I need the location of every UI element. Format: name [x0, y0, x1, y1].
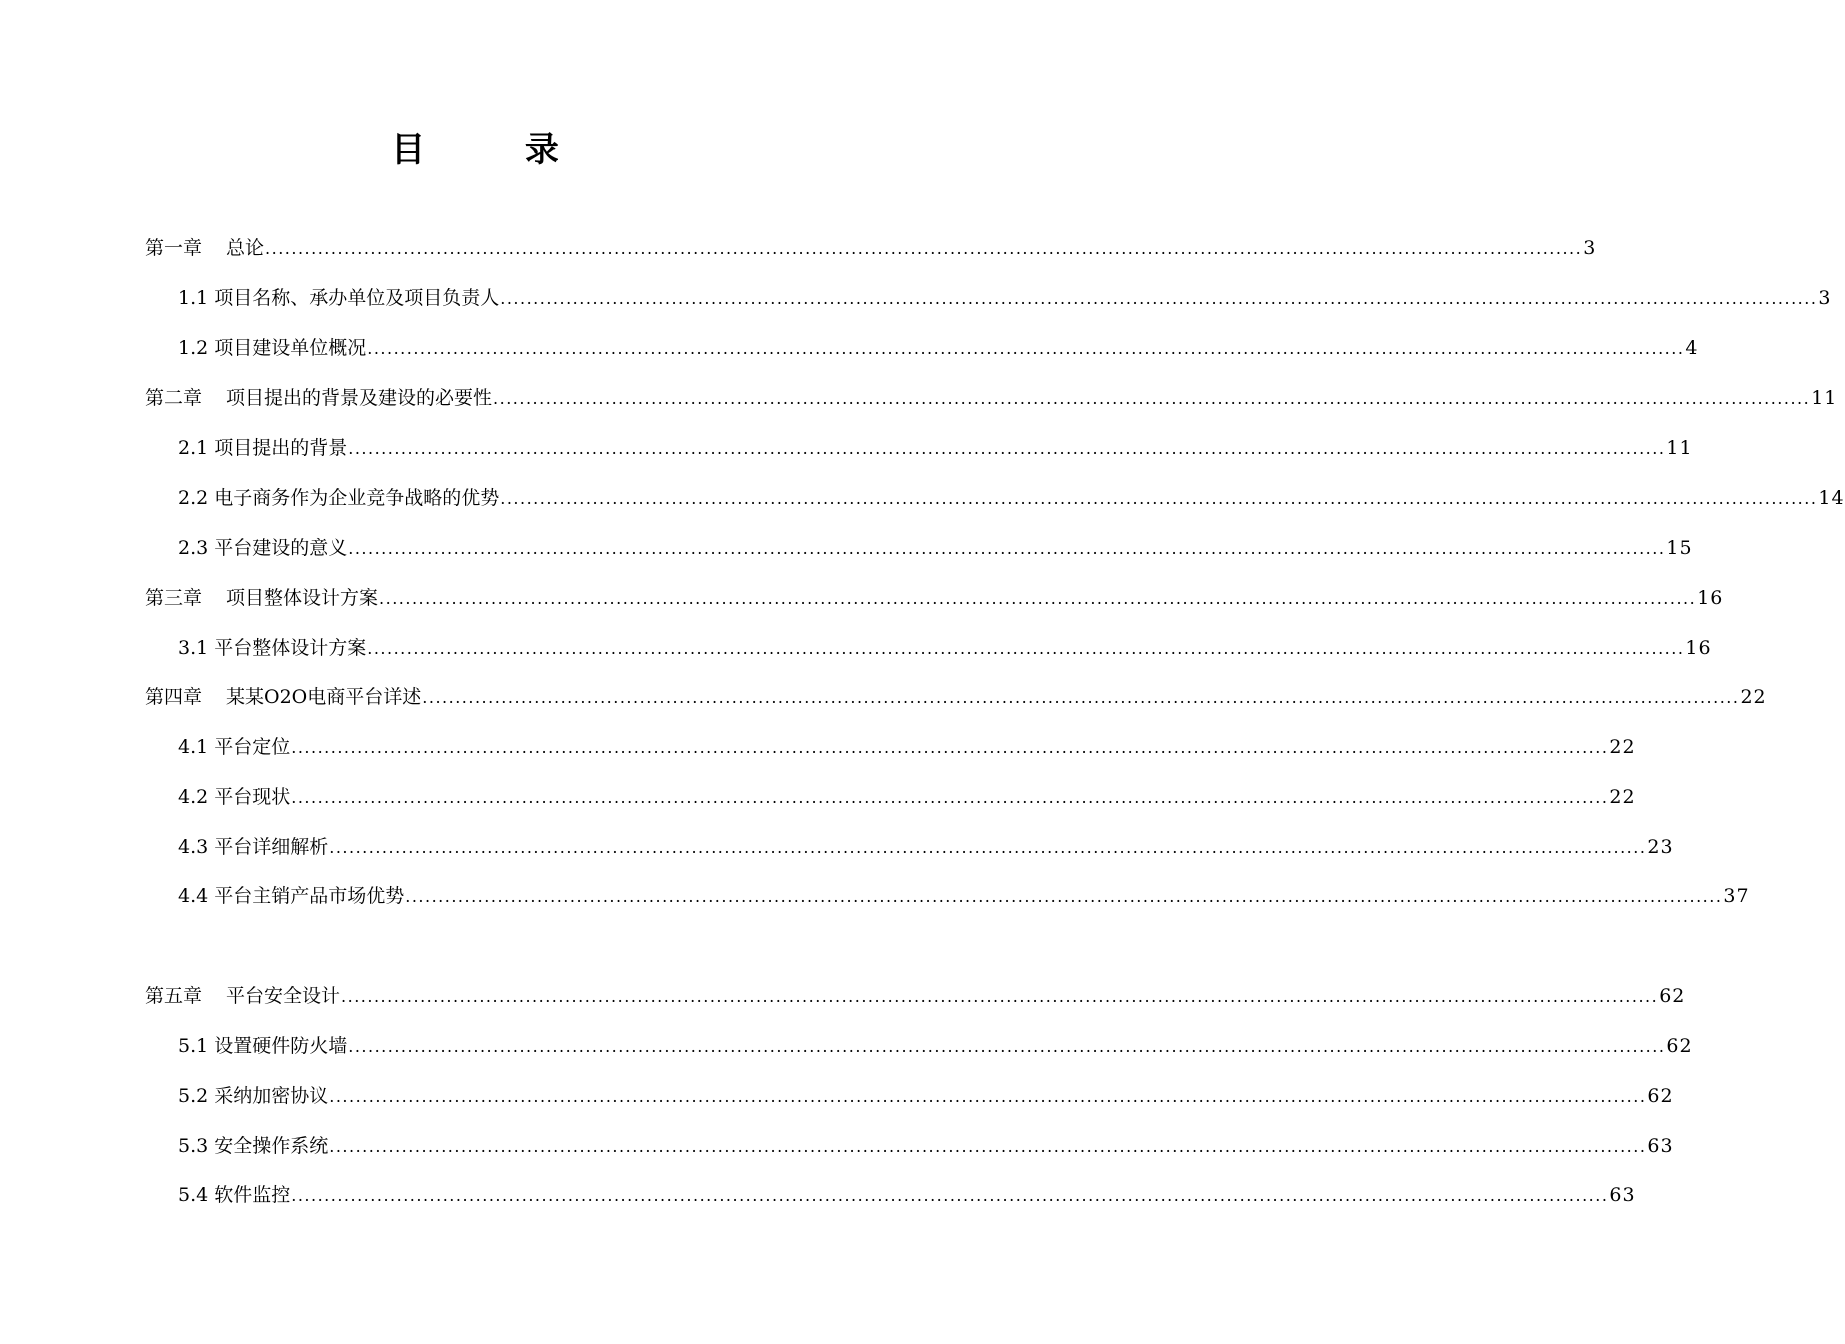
- toc-dot-leader: ........................................................................................................................................................................................................: [500, 489, 1818, 508]
- toc-section-entry[interactable]: [178, 881, 1750, 911]
- toc-entry-label: [178, 1180, 290, 1210]
- toc-dot-leader: ........................................................................................................................................................................................................: [291, 788, 1609, 807]
- toc-page-number: 62: [1647, 1085, 1674, 1107]
- toc-dot-leader: ........................................................................................................................................................................................................: [329, 838, 1647, 857]
- toc-entry-number: 2.3: [178, 537, 209, 559]
- toc-page-number: 3: [1818, 287, 1832, 309]
- toc-entry-label: [178, 881, 404, 911]
- toc-entry-text: 项目名称、承办单位及项目负责人: [214, 287, 500, 309]
- toc-section-entry[interactable]: [178, 1031, 1693, 1061]
- toc-page-number: 63: [1609, 1184, 1636, 1206]
- toc-page-number: 62: [1666, 1035, 1693, 1057]
- toc-dot-leader: ........................................................................................................................................................................................................: [348, 539, 1666, 558]
- toc-dot-leader: ........................................................................................................................................................................................................: [329, 1087, 1647, 1106]
- toc-entry-label: [178, 1081, 328, 1111]
- toc-entry-text: 项目提出的背景及建设的必要性: [226, 387, 493, 409]
- toc-entry-number: 2.2: [178, 487, 209, 509]
- toc-dot-leader: ........................................................................................................................................................................................................: [379, 589, 1697, 608]
- toc-dot-leader: ........................................................................................................................................................................................................: [493, 389, 1811, 408]
- toc-entry-text: 采纳加密协议: [214, 1085, 329, 1107]
- toc-entry-label: [178, 333, 366, 363]
- toc-entry-label: [178, 1131, 328, 1161]
- toc-entry-text: 项目建设单位概况: [214, 337, 367, 359]
- toc-entry-number: 4.4: [178, 885, 209, 907]
- toc-entry-text: 项目整体设计方案: [226, 587, 379, 609]
- toc-dot-leader: ........................................................................................................................................................................................................: [265, 239, 1583, 258]
- toc-page-number: 11: [1666, 437, 1693, 459]
- toc-page-number: 4: [1685, 337, 1699, 359]
- toc-entry-number: 第三章: [145, 587, 203, 609]
- toc-entry-label: [178, 283, 499, 313]
- toc-entry-number: 1.1: [178, 287, 209, 309]
- toc-dot-leader: ........................................................................................................................................................................................................: [422, 688, 1740, 707]
- toc-dot-leader: ........................................................................................................................................................................................................: [367, 339, 1685, 358]
- toc-section-entry[interactable]: [178, 1180, 1636, 1210]
- toc-entry-number: 4.3: [178, 836, 209, 858]
- toc-entry-label: [178, 633, 366, 663]
- toc-page-number: 3: [1583, 237, 1597, 259]
- toc-section-entry[interactable]: [178, 732, 1636, 762]
- toc-page-number: 37: [1723, 885, 1750, 907]
- toc-entry-text: 平台定位: [214, 736, 291, 758]
- toc-section-entry[interactable]: [178, 483, 1845, 513]
- toc-section-entry[interactable]: [178, 832, 1674, 862]
- toc-dot-leader: ........................................................................................................................................................................................................: [291, 738, 1609, 757]
- toc-chapter-entry[interactable]: [145, 583, 1724, 613]
- page-title: 目 录: [391, 130, 603, 170]
- toc-entry-text: 平台整体设计方案: [214, 637, 367, 659]
- toc-entry-number: 5.1: [178, 1035, 209, 1057]
- toc-entry-label: [178, 533, 347, 563]
- toc-section-entry[interactable]: [178, 433, 1693, 463]
- toc-entry-label: [145, 233, 264, 263]
- toc-entry-label: [145, 383, 492, 413]
- toc-page-number: 22: [1609, 786, 1636, 808]
- toc-entry-number: 5.3: [178, 1135, 209, 1157]
- toc-chapter-entry[interactable]: [145, 233, 1597, 263]
- toc-section-entry[interactable]: [178, 1081, 1674, 1111]
- toc-entry-text: 平台安全设计: [226, 985, 341, 1007]
- toc-entry-label: [178, 732, 290, 762]
- toc-dot-leader: ........................................................................................................................................................................................................: [291, 1186, 1609, 1205]
- toc-dot-leader: ........................................................................................................................................................................................................: [405, 887, 1723, 906]
- toc-page-number: 15: [1666, 537, 1693, 559]
- toc-entry-label: [145, 583, 378, 613]
- toc-page-number: 16: [1697, 587, 1724, 609]
- toc-section-entry[interactable]: [178, 283, 1832, 313]
- toc-entry-label: [178, 433, 347, 463]
- toc-entry-number: 4.2: [178, 786, 209, 808]
- toc-entry-text: 电子商务作为企业竞争战略的优势: [214, 487, 500, 509]
- toc-section-entry[interactable]: [178, 333, 1699, 363]
- toc-entry-text: 设置硬件防火墙: [214, 1035, 348, 1057]
- toc-entry-number: 5.4: [178, 1184, 209, 1206]
- toc-entry-number: 第四章: [145, 686, 203, 708]
- toc-entry-number: 5.2: [178, 1085, 209, 1107]
- toc-entry-label: [178, 1031, 347, 1061]
- toc-dot-leader: ........................................................................................................................................................................................................: [348, 439, 1666, 458]
- toc-dot-leader: ........................................................................................................................................................................................................: [341, 987, 1659, 1006]
- toc-dot-leader: ........................................................................................................................................................................................................: [348, 1037, 1666, 1056]
- toc-page-number: 23: [1647, 836, 1674, 858]
- toc-chapter-entry[interactable]: [145, 383, 1838, 413]
- toc-page-number: 22: [1609, 736, 1636, 758]
- toc-entry-text: 某某O2O电商平台详述: [226, 686, 422, 708]
- toc-page-number: 22: [1740, 686, 1767, 708]
- toc-section-entry[interactable]: [178, 633, 1712, 663]
- toc-entry-number: 4.1: [178, 736, 209, 758]
- toc-entry-number: 2.1: [178, 437, 209, 459]
- toc-entry-number: 第二章: [145, 387, 203, 409]
- toc-entry-number: 第一章: [145, 237, 203, 259]
- toc-entry-text: 项目提出的背景: [214, 437, 348, 459]
- toc-entry-text: 安全操作系统: [214, 1135, 329, 1157]
- toc-entry-label: [178, 483, 499, 513]
- toc-page-number: 63: [1647, 1135, 1674, 1157]
- toc-entry-text: 总论: [226, 237, 265, 259]
- toc-section-entry[interactable]: [178, 533, 1693, 563]
- toc-entry-number: 1.2: [178, 337, 209, 359]
- toc-entry-number: 3.1: [178, 637, 209, 659]
- toc-page-number: 16: [1685, 637, 1712, 659]
- toc-entry-text: 平台现状: [214, 786, 291, 808]
- toc-chapter-entry[interactable]: [145, 682, 1767, 712]
- toc-page-number: 62: [1659, 985, 1686, 1007]
- toc-page-number: 14: [1818, 487, 1845, 509]
- toc-dot-leader: ........................................................................................................................................................................................................: [367, 639, 1685, 658]
- toc-page-number: 11: [1811, 387, 1838, 409]
- toc-entry-number: 第五章: [145, 985, 203, 1007]
- toc-dot-leader: ........................................................................................................................................................................................................: [329, 1137, 1647, 1156]
- toc-entry-text: 平台详细解析: [214, 836, 329, 858]
- toc-entry-label: [145, 682, 421, 712]
- toc-section-entry[interactable]: [178, 782, 1636, 812]
- toc-chapter-entry[interactable]: [145, 981, 1686, 1011]
- toc-entry-text: 平台主销产品市场优势: [214, 885, 405, 907]
- toc-entry-label: [145, 981, 340, 1011]
- toc-section-entry[interactable]: [178, 1131, 1674, 1161]
- toc-entry-text: 软件监控: [214, 1184, 291, 1206]
- toc-dot-leader: ........................................................................................................................................................................................................: [500, 289, 1818, 308]
- toc-entry-text: 平台建设的意义: [214, 537, 348, 559]
- toc-entry-label: [178, 832, 328, 862]
- toc-entry-label: [178, 782, 290, 812]
